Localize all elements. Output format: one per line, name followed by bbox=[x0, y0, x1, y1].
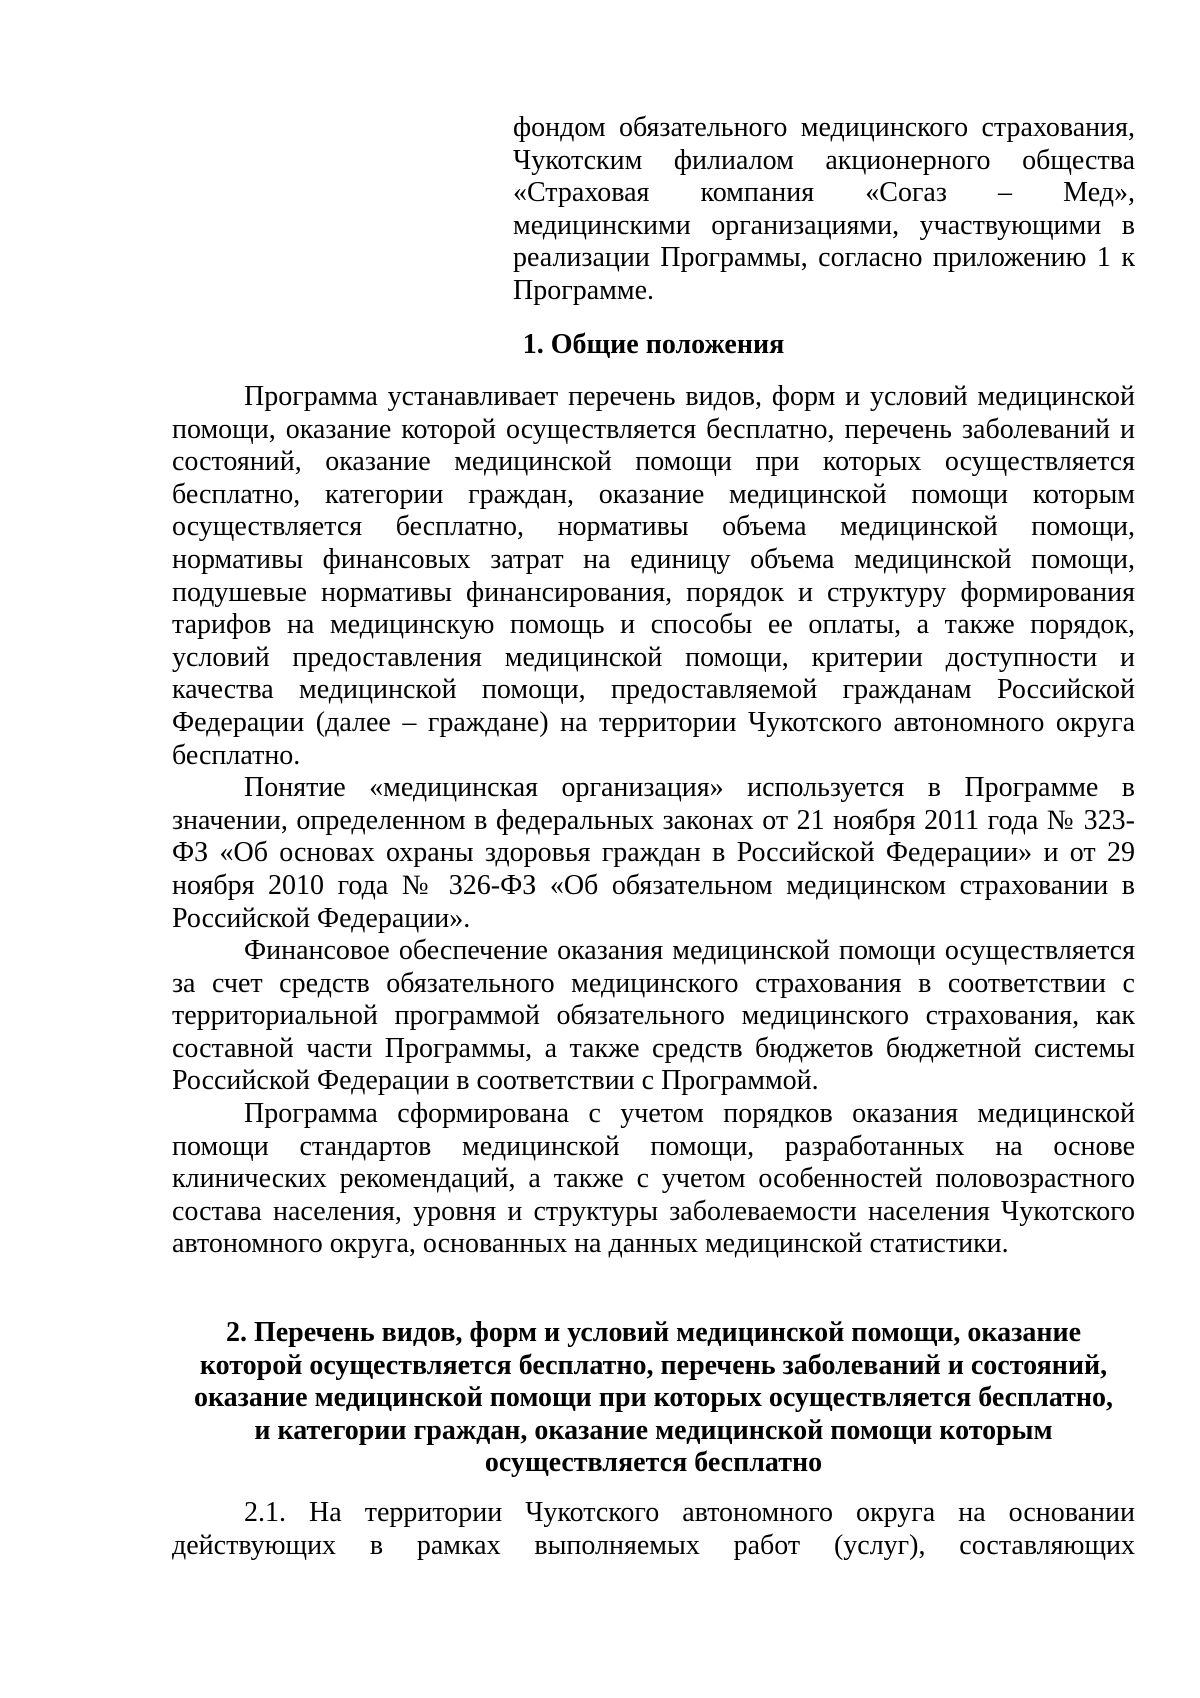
section-2-body bbox=[172, 1497, 1135, 1562]
section-1-paragraph-1: Программа устанавливает перечень видов, форм и условий медицинской помощи, оказание которой осуществляется бесплатно, перечень заболеваний и состояний, оказание медицинской помощи при которых осуществляется бесплатно, категории граждан, оказание медицинской помощи которым осуществляется бесплатно, нормативы объема медицинской помощи, нормативы финансовых затрат на единицу объема медицинской помощи, подушевые нормативы финансирования, порядок и структуру формирования тарифов на медицинскую помощь и способы ее оплаты, а также порядок, условий предоставления медицинской помощи, критерии доступности и качества медицинской помощи, предоставляемой гражданам Российской Федерации (далее – граждане) на территории Чукотского автономного округа бесплатно. bbox=[172, 381, 1135, 771]
section-2-title-line-1: 2. Перечень видов, форм и условий медицинской помощи, оказание bbox=[225, 1317, 1082, 1348]
section-2-title bbox=[172, 1317, 1135, 1480]
section-1-paragraph-3: Финансовое обеспечение оказания медицинской помощи осуществляется за счет средств обязательного медицинского страхования в соответствии с территориальной программой обязательного медицинского страхования, как составной части Программы, а также средств бюджетов бюджетной системы Российской Федерации в соответствии с Программой. bbox=[172, 935, 1135, 1097]
section-2-title-line-3: оказание медицинской помощи при которых осуществляется бесплатно, bbox=[193, 1382, 1114, 1413]
section-2-title-line-5: осуществляется бесплатно bbox=[484, 1447, 823, 1478]
intro-paragraph: фондом обязательного медицинского страхования, Чукотским филиалом акционерного общества «Страховая компания «Согаз – Мед», медицинскими организациями, участвующими в реализации Программы, согласно приложению 1 к Программе. bbox=[513, 112, 1135, 306]
section-1-paragraph-2: Понятие «медицинская организация» используется в Программе в значении, определенном в федеральных законах от 21 ноября 2011 года № 323-ФЗ «Об основах охраны здоровья граждан в Российской Федерации» и от 29 ноября 2010 года № 326-ФЗ «Об обязательном медицинском страховании в Российской Федерации». bbox=[172, 772, 1135, 934]
section-1-paragraph-4: Программа сформирована с учетом порядков оказания медицинской помощи стандартов медицинской помощи, разработанных на основе клинических рекомендаций, а также с учетом особенностей половозрастного состава населения, уровня и структуры заболеваемости населения Чукотского автономного округа, основанных на данных медицинской статистики. bbox=[172, 1098, 1135, 1260]
section-2-title-line-4: и категории граждан, оказание медицинской помощи которым bbox=[254, 1414, 1053, 1446]
section-2-title-line-2: которой осуществляется бесплатно, перечень заболеваний и состояний, bbox=[199, 1349, 1108, 1381]
section-2-paragraph-1: 2.1. На территории Чукотского автономного округа на основании действующих в рамках выполняемых работ (услуг), составляющих bbox=[172, 1497, 1135, 1561]
section-1-body bbox=[172, 381, 1135, 1261]
intro-block bbox=[513, 112, 1135, 307]
section-1-title: 1. Общие положения bbox=[522, 329, 785, 360]
